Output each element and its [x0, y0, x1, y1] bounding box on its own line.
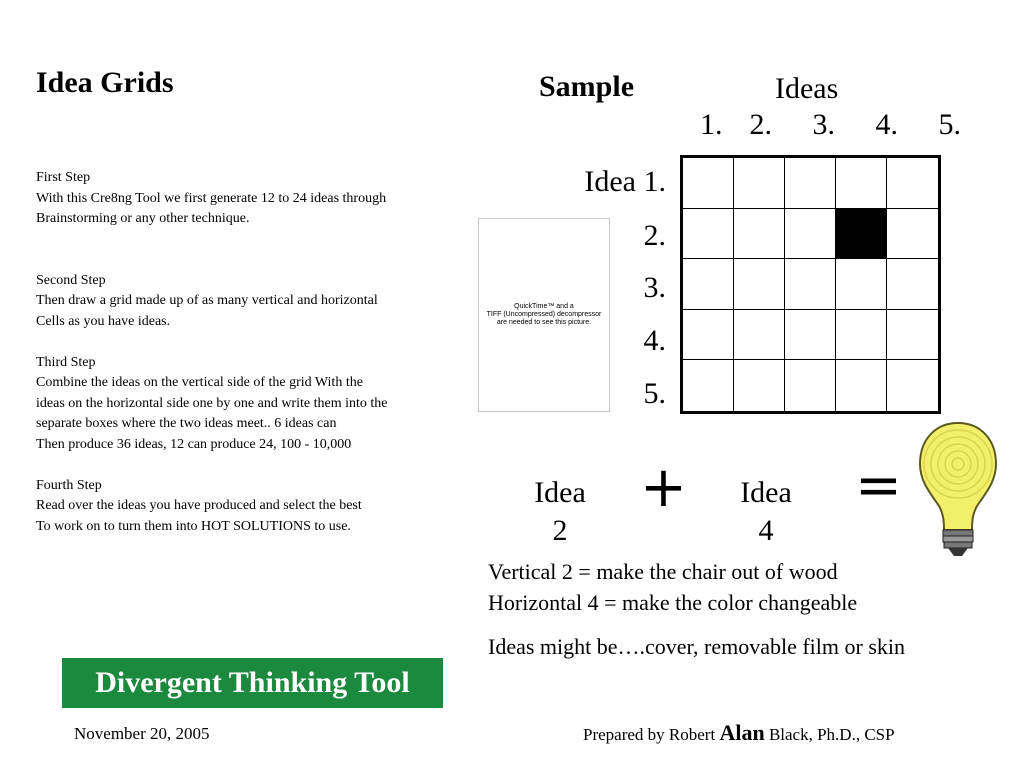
- step-line: Combine the ideas on the vertical side of the grid With the: [36, 375, 363, 391]
- equation-left-word: Idea: [534, 476, 586, 509]
- row-label-1: Idea 1.: [584, 165, 666, 198]
- image-placeholder: [478, 218, 610, 412]
- step-line: Read over the ideas you have produced and select the best: [36, 498, 362, 514]
- grid-cell: [734, 209, 785, 260]
- sample-title: Sample: [539, 70, 635, 103]
- grid-cell: [683, 360, 734, 411]
- row-label-4: 4.: [643, 324, 666, 357]
- step-line: Cells as you have ideas.: [36, 313, 171, 329]
- grid-cell: [836, 310, 887, 361]
- prepared-name: Alan: [719, 720, 765, 745]
- grid-cell: [734, 310, 785, 361]
- step-line: Then produce 36 ideas, 12 can produce 24, 100 - 10,000: [36, 436, 352, 452]
- grid-cell: [785, 310, 836, 361]
- grid-cell: [887, 360, 938, 411]
- explanation-line-2: Horizontal 4 = make the color changeable: [488, 590, 858, 615]
- light-bulb-icon: [915, 420, 1001, 560]
- step-heading: Third Step: [36, 354, 96, 370]
- explanation-line-3: Ideas might be….cover, removable film or skin: [488, 634, 906, 659]
- grid-cell: [887, 158, 938, 209]
- grid-cell: [734, 158, 785, 209]
- grid-cell: [887, 259, 938, 310]
- grid-cell: [785, 209, 836, 260]
- divergent-thinking-badge: Divergent Thinking Tool: [62, 658, 443, 708]
- grid-cell: [836, 360, 887, 411]
- grid-cell: [836, 158, 887, 209]
- step-line: ideas on the horizontal side one by one and write them into the: [36, 395, 388, 411]
- steps-text: [36, 168, 476, 537]
- step-heading: First Step: [36, 170, 91, 185]
- equation-left-number: 2: [552, 514, 568, 547]
- step-heading: Fourth Step: [36, 477, 102, 493]
- grid-cell: [785, 360, 836, 411]
- grid-cell: [683, 310, 734, 361]
- row-label-5: 5.: [643, 377, 666, 410]
- grid-cell: [836, 259, 887, 310]
- step-heading: Second Step: [36, 272, 106, 288]
- page-title: Idea Grids: [36, 66, 174, 99]
- grid-cell: [785, 158, 836, 209]
- grid-cell: [734, 259, 785, 310]
- placeholder-line: QuickTime™ and a: [514, 303, 574, 310]
- row-label-3: 3.: [643, 271, 666, 304]
- grid-cell: [887, 209, 938, 260]
- equation-right-word: Idea: [740, 476, 792, 509]
- step-3: [36, 353, 476, 456]
- step-line: Then draw a grid made up of as many vertical and horizontal: [36, 293, 378, 309]
- step-line: separate boxes where the two ideas meet.. 6 ideas can: [36, 416, 337, 432]
- footer-date: November 20, 2005: [74, 724, 210, 743]
- placeholder-line: are needed to see this picture.: [496, 319, 592, 326]
- grid-cell: [683, 209, 734, 260]
- step-4: [36, 476, 476, 538]
- footer-prepared-by: [583, 720, 895, 746]
- grid-cell: [683, 259, 734, 310]
- grid-cell: [887, 310, 938, 361]
- prepared-prefix: Prepared by Robert: [583, 725, 720, 744]
- equals-sign: =: [855, 453, 902, 518]
- column-numbers: 1. 2. 3. 4. 5.: [700, 108, 961, 141]
- step-line: Brainstorming or any other technique.: [36, 211, 250, 227]
- step-1: [36, 168, 476, 230]
- grid-cell-filled: [836, 209, 887, 260]
- grid-cell: [785, 259, 836, 310]
- ideas-axis-label: Ideas: [775, 72, 839, 105]
- step-2: [36, 271, 476, 333]
- prepared-suffix: Black, Ph.D., CSP: [764, 725, 895, 744]
- idea-grid: [680, 155, 941, 414]
- explanation-line-1: Vertical 2 = make the chair out of wood: [488, 559, 838, 584]
- equation-right-number: 4: [758, 514, 774, 547]
- grid-cell: [683, 158, 734, 209]
- plus-sign: +: [640, 455, 687, 520]
- grid-cell: [734, 360, 785, 411]
- placeholder-line: TIFF (Uncompressed) decompressor: [486, 311, 602, 318]
- row-label-2: 2.: [643, 219, 666, 252]
- step-line: With this Cre8ng Tool we first generate 12 to 24 ideas through: [36, 190, 387, 206]
- step-line: To work on to turn them into HOT SOLUTIONS to use.: [36, 518, 351, 534]
